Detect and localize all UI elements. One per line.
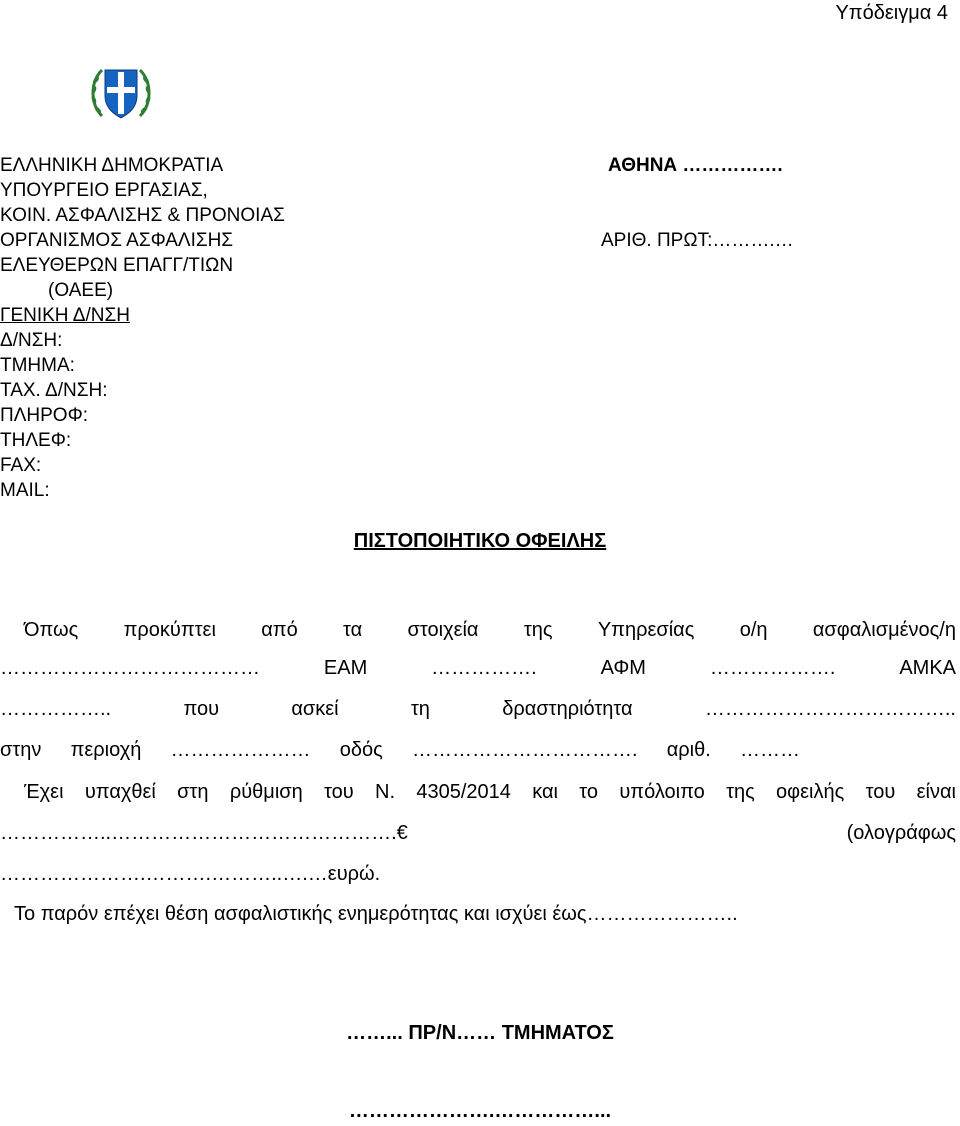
signature-name: ………………….……………... [348,1100,612,1122]
header-ministry: ΥΠΟΥΡΓΕΙΟ ΕΡΓΑΣΙΑΣ, [0,180,208,201]
document-title: ΠΙΣΤΟΠΟΙΗΤΙΚΟ ΟΦΕΙΛΗΣ [353,530,607,552]
body-line-5: Έχει υπαχθεί στη ρύθμιση του Ν. 4305/2014 και το υπόλοιπο της οφειλής του είναι [24,781,956,803]
header-organization-cont: ΕΛΕΥΘΕΡΩΝ ΕΠΑΓΓ/ΤΙΩΝ [0,255,234,276]
signature-title: ……... ΠΡ/Ν…… ΤΜΗΜΑΤΟΣ [346,1022,614,1044]
body-line-1: Όπως προκύπτει από τα στοιχεία της Υπηρεσίας ο/η ασφαλισμένος/η [24,619,956,641]
header-general-directorate: ΓΕΝΙΚΗ Δ/ΝΣΗ [0,305,130,326]
header-directorate: Δ/ΝΣΗ: [0,330,63,351]
body-line-3: …………….. που ασκεί τη δραστηριότητα ……………………………….. [0,698,956,720]
greek-coat-of-arms-emblem [88,60,154,126]
header-information: ΠΛΗΡΟΦ: [0,405,89,426]
place-date-field: ΑΘΗΝΑ ……………. [608,155,783,176]
header-ministry-cont: ΚΟΙΝ. ΑΣΦΑΛΙΣΗΣ & ΠΡΟΝΟΙΑΣ [0,205,285,226]
body-line-2: ………………………………… ΕΑΜ ……………. ΑΦΜ ………………. ΑΜΚΑ [0,657,956,679]
header-postal-address: ΤΑΧ. Δ/ΝΣΗ: [0,380,108,401]
body-line-8: Το παρόν επέχει θέση ασφαλιστικής ενημερότητας και ισχύει έως………………….. [14,903,738,925]
header-fax: FAX: [0,455,42,476]
header-republic: ΕΛΛΗΝΙΚΗ ΔΗΜΟΚΡΑΤΙΑ [0,155,224,176]
header-phone: ΤΗΛΕΦ: [0,430,72,451]
sample-label: Υπόδειγμα 4 [835,2,948,24]
body-line-7: ………………….……….………..….…ευρώ. [0,863,381,885]
protocol-number-field: ΑΡΙΘ. ΠΡΩΤ:……….… [601,230,794,251]
body-line-4: στην περιοχή ………………… οδός ……………………………. αριθ. ……… [0,739,800,761]
header-department: ΤΜΗΜΑ: [0,355,75,376]
header-mail: MAIL: [0,480,50,501]
header-organization: ΟΡΓΑΝΙΣΜΟΣ ΑΣΦΑΛΙΣΗΣ [0,230,234,251]
body-line-6: ……………..…………………………………….€ (ολογράφως [0,822,956,844]
header-acronym: (ΟΑΕΕ) [48,280,114,301]
